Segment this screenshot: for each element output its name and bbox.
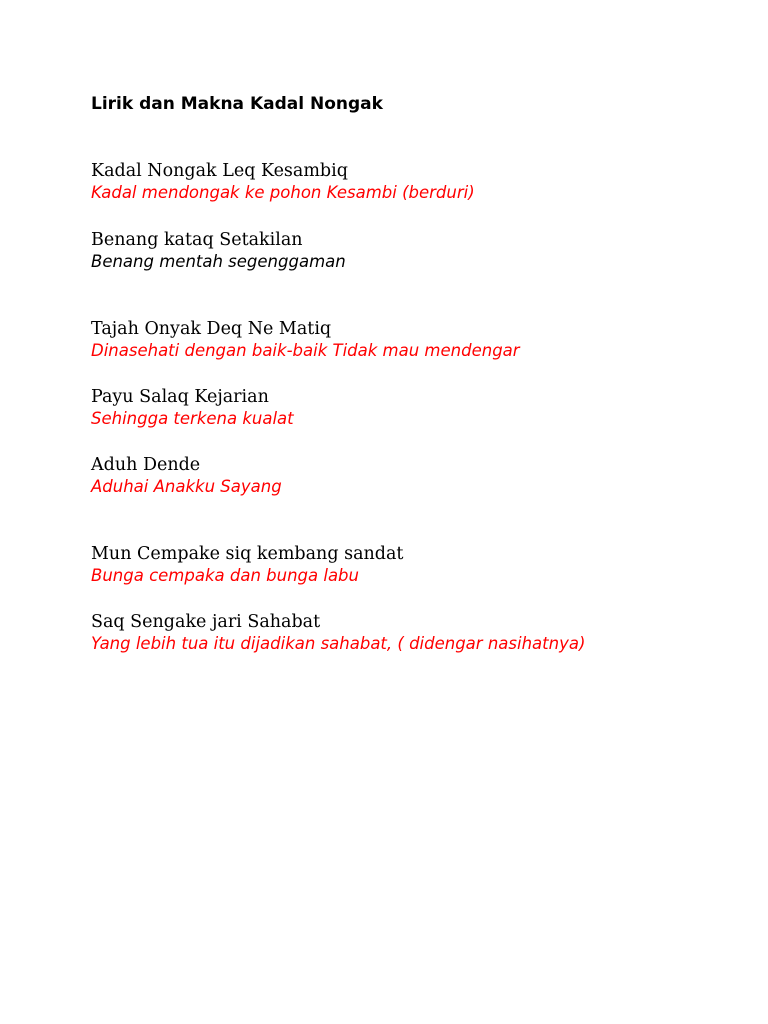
meaning-line: Yang lebih tua itu dijadikan sahabat, ( didengar nasihatnya) — [91, 634, 586, 653]
meaning-line: Kadal mendongak ke pohon Kesambi (berduri) — [91, 183, 475, 202]
meaning-line: Bunga cempaka dan bunga labu — [91, 566, 359, 585]
meaning-line: Benang mentah segenggaman — [91, 252, 346, 271]
lyric-line: Saq Sengake jari Sahabat — [91, 612, 321, 632]
lyric-stanza — [91, 454, 282, 498]
document-title: Lirik dan Makna Kadal Nongak — [91, 94, 383, 114]
lyric-stanza — [91, 160, 475, 204]
lyric-line: Aduh Dende — [91, 455, 201, 475]
lyric-stanza — [91, 543, 403, 587]
meaning-line: Aduhai Anakku Sayang — [91, 477, 282, 496]
meaning-line: Sehingga terkena kualat — [91, 409, 294, 428]
lyric-line: Payu Salaq Kejarian — [91, 387, 269, 407]
lyric-line: Mun Cempake siq kembang sandat — [91, 544, 404, 564]
lyric-line: Tajah Onyak Deq Ne Matiq — [91, 319, 332, 339]
lyric-line: Benang kataq Setakilan — [91, 230, 303, 250]
lyric-line: Kadal Nongak Leq Kesambiq — [91, 161, 348, 181]
meaning-line: Dinasehati dengan baik-baik Tidak mau mendengar — [91, 341, 520, 360]
lyric-stanza — [91, 318, 520, 362]
lyric-stanza — [91, 611, 585, 655]
lyric-stanza — [91, 386, 294, 430]
lyric-stanza — [91, 229, 346, 273]
